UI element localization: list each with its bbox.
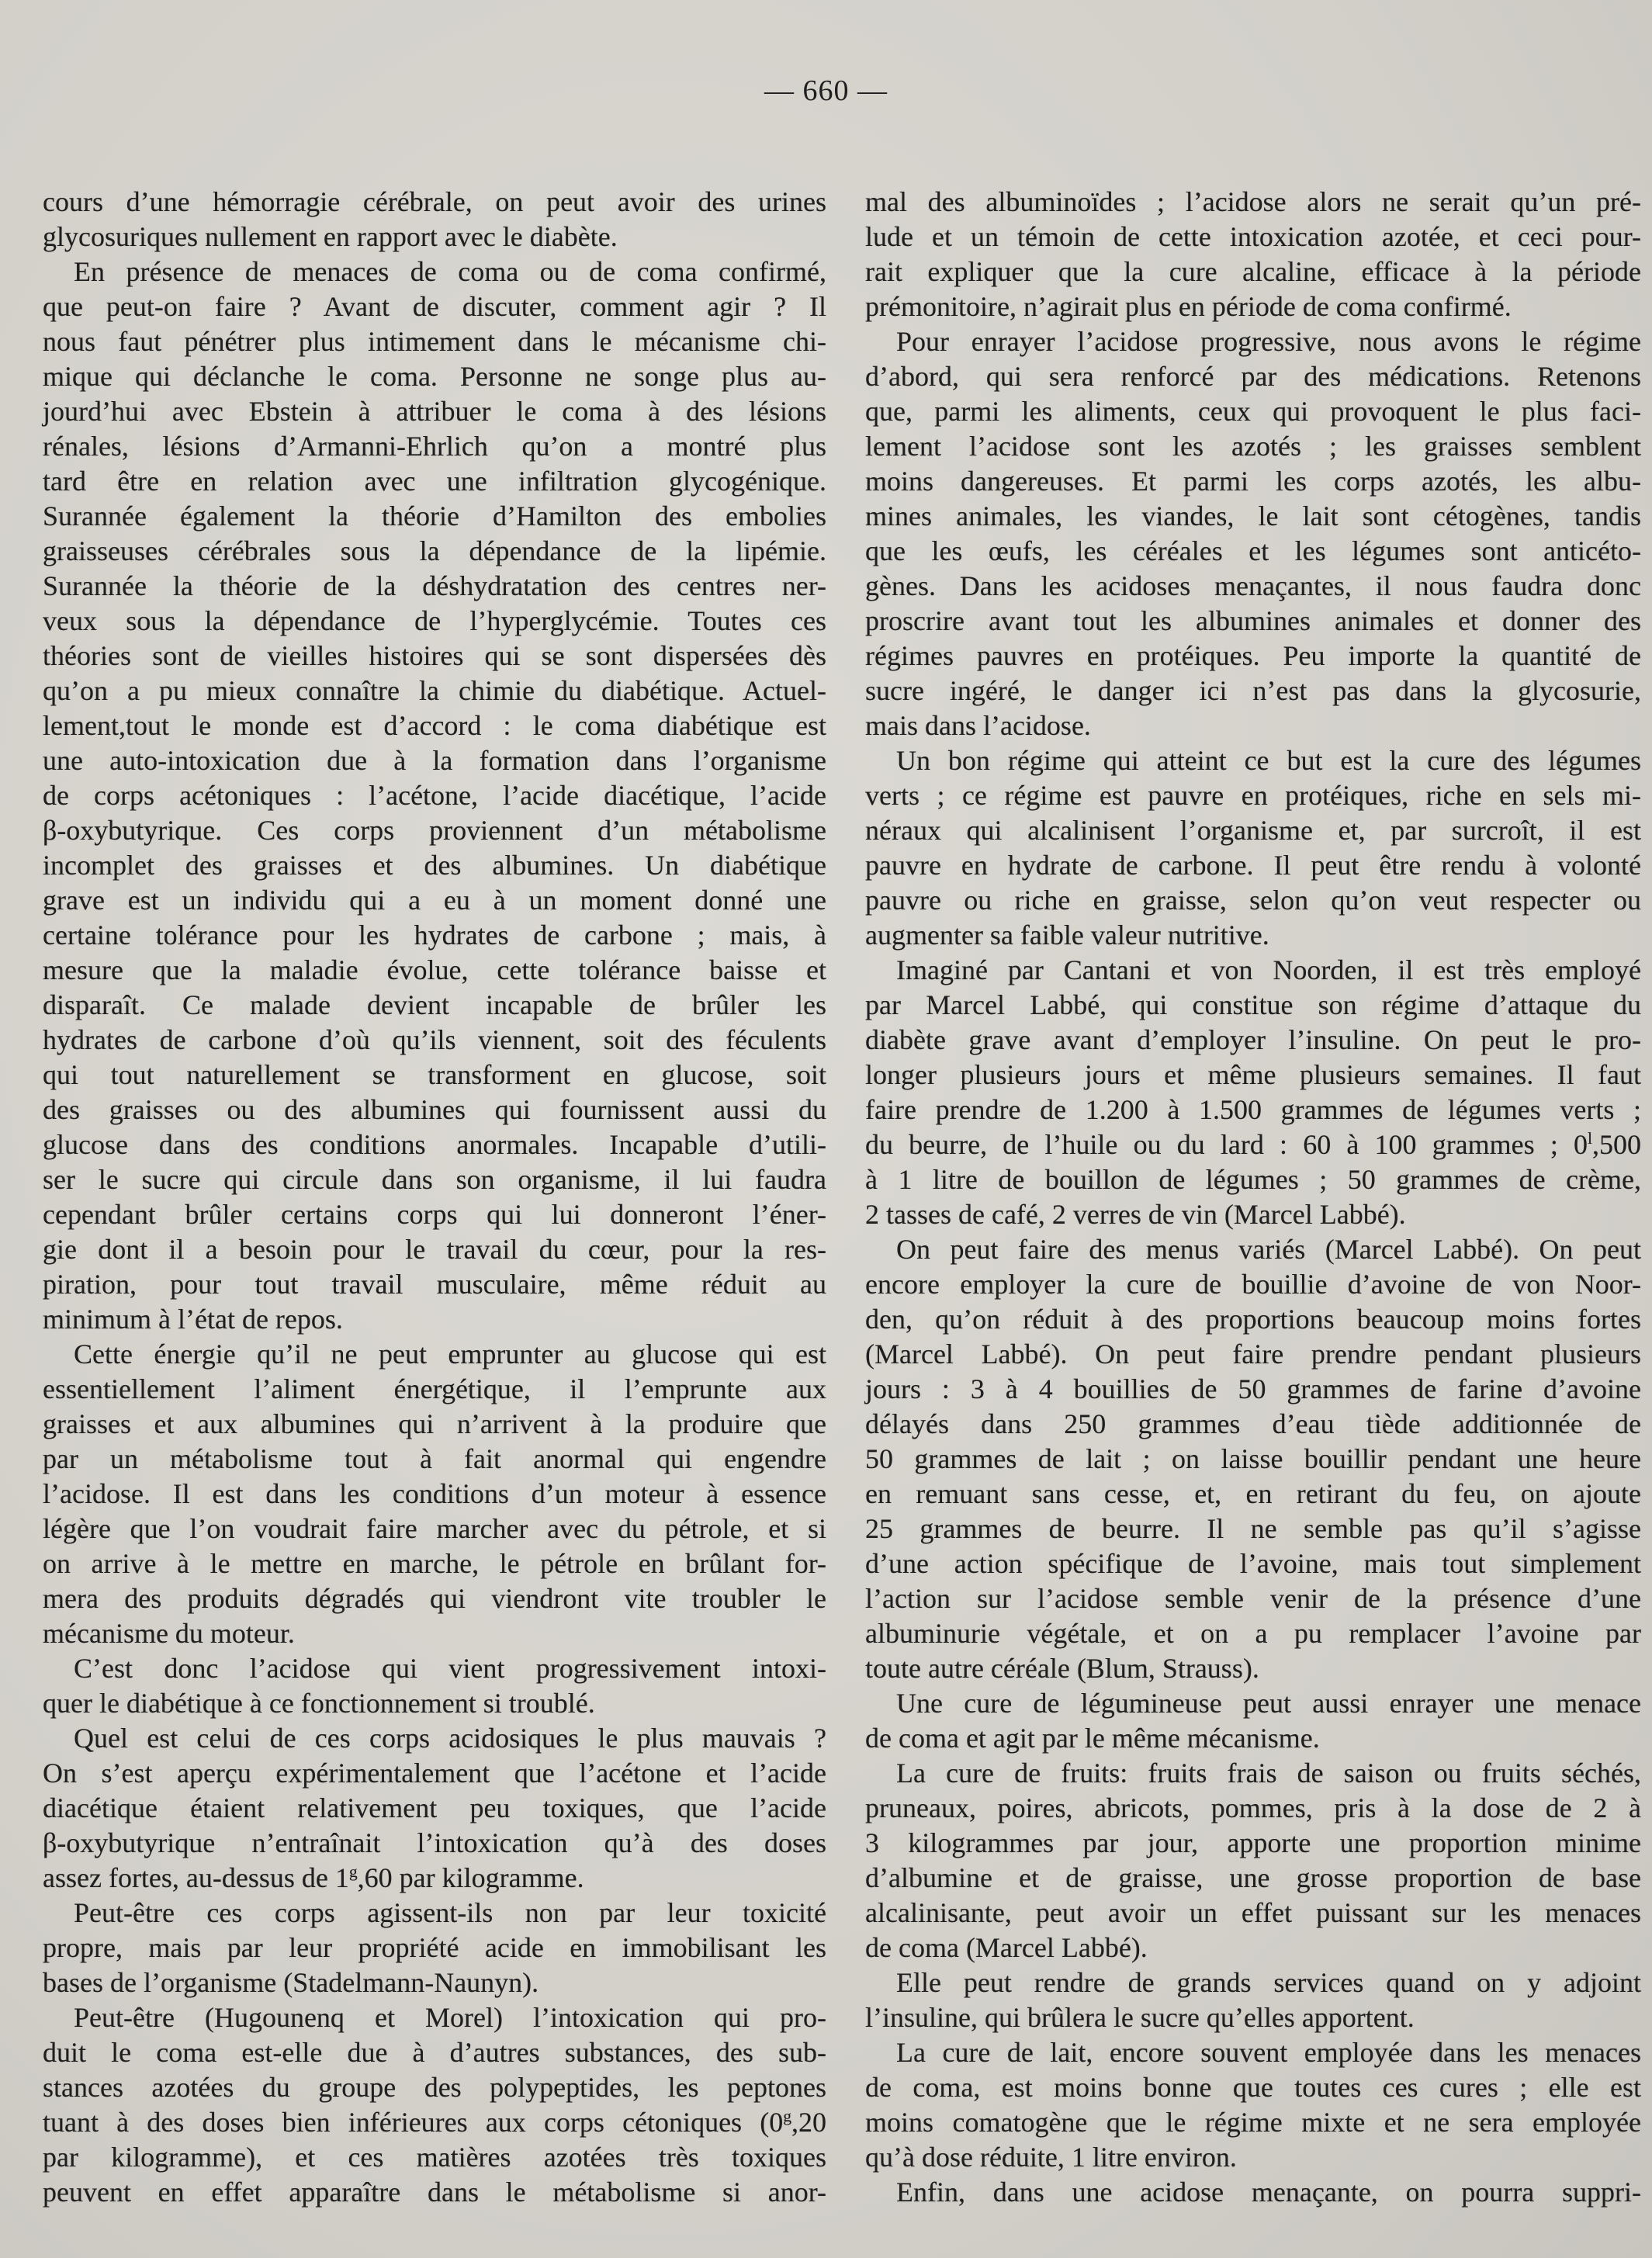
text-line: La cure de lait, encore souvent employée dans les menaces [896,2037,1641,2068]
paragraph [43,1896,826,2000]
text-line: gie dont il a besoin pour le travail du cœur, pour la res- [43,1234,826,1265]
text-line: graisseuses cérébrales sous la dépendance de la lipémie. [43,535,826,566]
text-line: gènes. Dans les acidoses menaçantes, il nous faudra donc [865,570,1641,601]
text-line: alcalinisante, peut avoir un effet puissant sur les menaces [865,1897,1641,1928]
text-line: qui tout naturellement se transforment en glucose, soit [43,1059,826,1090]
paragraph [865,324,1641,743]
text-line: glucose dans des conditions anormales. Incapable d’utili- [43,1129,826,1160]
paragraph [43,1337,826,1651]
superscript-unit: g [783,2107,791,2126]
text-line: l’acidose. Il est dans les conditions d’un moteur à essence [43,1478,826,1509]
text-line: diacétique étaient relativement peu toxiques, que l’acide [43,1792,826,1823]
text-line: disparaît. Ce malade devient incapable de brûler les [43,989,826,1020]
text-line: mal des albuminoïdes ; l’acidose alors ne serait qu’un pré- [865,186,1641,217]
text-line: hydrates de carbone d’où qu’ils viennent, soit des féculents [43,1024,826,1055]
text-line: l’insuline, qui brûlera le sucre qu’elles apportent. [865,2002,1415,2033]
text-line: théories sont de vieilles histoires qui se sont dispersées dès [43,640,826,671]
text-line: augmenter sa faible valeur nutritive. [865,919,1269,951]
text-line: jourd’hui avec Ebstein à attribuer le coma à des lésions [43,396,826,427]
text-line: une auto-intoxication due à la formation dans l’organisme [43,745,826,776]
text-line: Surannée également la théorie d’Hamilton des embolies [43,500,826,532]
text-line: que peut-on faire ? Avant de discuter, comment agir ? Il [43,291,826,322]
text-run: ,60 par kilogramme. [357,1862,584,1893]
paragraph [865,1232,1641,1686]
text-line: par kilogramme), et ces matières azotées très toxiques [43,2142,826,2173]
text-line: C’est donc l’acidose qui vient progressivement intoxi- [74,1653,826,1684]
text-line: Pour enrayer l’acidose progressive, nous avons le régime [896,326,1641,357]
text-line: grave est un individu qui a eu à un moment donné une [43,885,826,916]
text-line: bases de l’organisme (Stadelmann-Naunyn). [43,1967,539,1998]
superscript-unit: g [348,1862,358,1882]
text-line: d’abord, qui sera renforcé par des médications. Retenons [865,361,1641,392]
text-line: néraux qui alcalinisent l’organisme et, par surcroît, il est [865,815,1641,846]
paragraph [43,185,826,255]
text-line: qu’à dose réduite, 1 litre environ. [865,2142,1237,2173]
text-line: Peut-être ces corps agissent-ils non par leur toxicité [74,1897,826,1928]
text-line: lude et un témoin de cette intoxication azotée, et ceci pour- [865,221,1641,252]
text-line: rait expliquer que la cure alcaline, efficace à la période [865,256,1641,287]
text-line: à 1 litre de bouillon de légumes ; 50 grammes de crème, [865,1164,1641,1195]
text-line: par un métabolisme tout à fait anormal qui engendre [43,1443,826,1474]
text-line: rénales, lésions d’Armanni-Ehrlich qu’on a montré plus [43,431,826,462]
text-line: En présence de menaces de coma ou de coma confirmé, [74,256,826,287]
text-line: pruneaux, poires, abricots, pommes, pris à la dose de 2 à [865,1792,1641,1823]
text-run: tuant à des doses bien inférieures aux corps cétoniques (0 [43,2107,784,2138]
text-line: incomplet des graisses et des albumines. Un diabétique [43,850,826,881]
text-line: de coma et agit par le même mécanisme. [865,1723,1320,1754]
text-line: mines animales, les viandes, le lait sont cétogènes, tandis [865,500,1641,532]
text-line: certaine tolérance pour les hydrates de carbone ; mais, à [43,919,826,951]
text-line [43,1861,826,1896]
text-line: graisses et aux albumines qui n’arrivent à la produire que [43,1408,826,1439]
text-line: Surannée la théorie de la déshydratation des centres ner- [43,570,826,601]
paragraph [865,953,1641,1232]
paragraph [43,1651,826,1721]
text-line: 25 grammes de beurre. Il ne semble pas qu’il s’agisse [865,1513,1641,1544]
text-run: assez fortes, au-dessus de 1 [43,1862,349,1893]
text-line: verts ; ce régime est pauvre en protéiques, riche en sels mi- [865,780,1641,811]
text-line: de corps acétoniques : l’acétone, l’acide diacétique, l’acide [43,780,826,811]
text-line: diabète grave avant d’employer l’insuline. On peut le pro- [865,1024,1641,1055]
text-line: glycosuriques nullement en rapport avec le diabète. [43,221,618,252]
paragraph [865,1686,1641,1756]
text-line: cours d’une hémorragie cérébrale, on peut avoir des urines [43,186,826,217]
text-line: on arrive à le mettre en marche, le pétrole en brûlant for- [43,1548,826,1579]
text-line: proscrire avant tout les albumines animales et donner des [865,605,1641,636]
paragraph [43,255,826,1337]
text-line: stances azotées du groupe des polypeptides, les peptones [43,2072,826,2103]
text-line: d’une action spécifique de l’avoine, mais tout simplement [865,1548,1641,1579]
text-line: On peut faire des menus variés (Marcel Labbé). On peut [896,1234,1641,1265]
text-run: ,20 [791,2107,826,2138]
text-line: pauvre en hydrate de carbone. Il peut être rendu à volonté [865,850,1641,881]
text-line: d’albumine et de graisse, une grosse proportion de base [865,1862,1641,1893]
text-line: longer plusieurs jours et même plusieurs semaines. Il faut [865,1059,1641,1090]
text-line: La cure de fruits: fruits frais de saison ou fruits séchés, [896,1758,1641,1789]
text-line: veux sous la dépendance de l’hyperglycémie. Toutes ces [43,605,826,636]
left-column [43,185,826,2210]
paragraph [43,2000,826,2210]
text-line: (Marcel Labbé). On peut faire prendre pendant plusieurs [865,1339,1641,1370]
text-line: lement l’acidose sont les azotés ; les graisses semblent [865,431,1641,462]
paragraph [865,1965,1641,2035]
text-line: toute autre céréale (Blum, Strauss). [865,1653,1259,1684]
text-line: moins comatogène que le régime mixte et ne sera employée [865,2107,1641,2138]
text-line: Quel est celui de ces corps acidosiques le plus mauvais ? [74,1723,826,1754]
text-line: essentiellement l’aliment énergétique, il l’emprunte aux [43,1373,826,1404]
text-line: nous faut pénétrer plus intimement dans le mécanisme chi- [43,326,826,357]
text-line: de coma (Marcel Labbé). [865,1932,1148,1963]
text-line: 2 tasses de café, 2 verres de vin (Marcel Labbé). [865,1199,1406,1230]
text-line: que les œufs, les céréales et les légumes sont anticéto- [865,535,1641,566]
text-line: Cette énergie qu’il ne peut emprunter au glucose qui est [74,1339,826,1370]
paragraph [865,1756,1641,1965]
text-run: du beurre, de l’huile ou du lard : 60 à 100 grammes ; 0 [865,1129,1588,1160]
text-line: albuminurie végétale, et on a pu remplacer l’avoine par [865,1618,1641,1649]
text-line: l’action sur l’acidose semble venir de la présence d’une [865,1583,1641,1614]
text-line: β-oxybutyrique. Ces corps proviennent d’un métabolisme [43,815,826,846]
text-line: On s’est aperçu expérimentalement que l’acétone et l’acide [43,1758,826,1789]
text-line: peuvent en effet apparaître dans le métabolisme si anor- [43,2177,826,2208]
text-line: tard être en relation avec une infiltration glycogénique. [43,466,826,497]
text-line: qu’on a pu mieux connaître la chimie du diabétique. Actuel- [43,675,826,706]
text-line: duit le coma est-elle due à d’autres substances, des sub- [43,2037,826,2068]
text-line: pauvre ou riche en graisse, selon qu’on veut respecter ou [865,885,1641,916]
text-line: jours : 3 à 4 bouillies de 50 grammes de farine d’avoine [865,1373,1641,1404]
text-line: 3 kilogrammes par jour, apporte une proportion minime [865,1827,1641,1858]
text-line: de coma, est moins bonne que toutes ces cures ; elle est [865,2072,1641,2103]
text-line [43,2105,826,2140]
superscript-unit: l [1588,1129,1592,1148]
text-line: 50 grammes de lait ; on laisse bouillir pendant une heure [865,1443,1641,1474]
text-line: des graisses ou des albumines qui fournissent aussi du [43,1094,826,1125]
text-line: Une cure de légumineuse peut aussi enrayer une menace [896,1688,1641,1719]
text-line: délayés dans 250 grammes d’eau tiède additionnée de [865,1408,1641,1439]
text-run: ,500 [1592,1129,1641,1160]
text-line: lement,tout le monde est d’accord : le coma diabétique est [43,710,826,741]
text-line: faire prendre de 1.200 à 1.500 grammes de légumes verts ; [865,1094,1641,1125]
paragraph [865,2035,1641,2175]
text-line: moins dangereuses. Et parmi les corps azotés, les albu- [865,466,1641,497]
text-line: propre, mais par leur propriété acide en immobilisant les [43,1932,826,1963]
text-line: mesure que la maladie évolue, cette tolérance baisse et [43,954,826,985]
text-line: piration, pour tout travail musculaire, même réduit au [43,1269,826,1300]
text-line: Un bon régime qui atteint ce but est la cure des légumes [896,745,1641,776]
text-line [865,1127,1641,1162]
text-line: sucre ingéré, le danger ici n’est pas dans la glycosurie, [865,675,1641,706]
text-line: ser le sucre qui circule dans son organisme, il lui faudra [43,1164,826,1195]
text-line: quer le diabétique à ce fonctionnement si troublé. [43,1688,595,1719]
text-line: régimes pauvres en protéiques. Peu importe la quantité de [865,640,1641,671]
text-line: Elle peut rendre de grands services quand on y adjoint [896,1967,1641,1998]
paragraph [865,2175,1641,2210]
paragraph [865,743,1641,953]
page-number: — 660 — [764,74,888,107]
text-line: en remuant sans cesse, et, en retirant du feu, on ajoute [865,1478,1641,1509]
text-line: mécanisme du moteur. [43,1618,295,1649]
text-line: Imaginé par Cantani et von Noorden, il est très employé [896,954,1641,985]
paragraph [865,185,1641,324]
text-line: mais dans l’acidose. [865,710,1091,741]
text-line: den, qu’on réduit à des proportions beaucoup moins fortes [865,1304,1641,1335]
text-line: que, parmi les aliments, ceux qui provoquent le plus faci- [865,396,1641,427]
text-line: prémonitoire, n’agirait plus en période de coma confirmé. [865,291,1512,322]
text-line: cependant brûler certains corps qui lui donneront l’éner- [43,1199,826,1230]
text-line: β-oxybutyrique n’entraînait l’intoxication qu’à des doses [43,1827,826,1858]
text-line: minimum à l’état de repos. [43,1304,343,1335]
text-line: mique qui déclanche le coma. Personne ne songe plus au- [43,361,826,392]
text-line: Peut-être (Hugounenq et Morel) l’intoxication qui pro- [74,2002,826,2033]
text-line: Enfin, dans une acidose menaçante, on pourra suppri- [896,2177,1641,2208]
text-line: mera des produits dégradés qui viendront vite troubler le [43,1583,826,1614]
text-line: par Marcel Labbé, qui constitue son régime d’attaque du [865,989,1641,1020]
right-column [865,185,1641,2210]
text-line: encore employer la cure de bouillie d’avoine de von Noor- [865,1269,1641,1300]
paragraph [43,1721,826,1896]
text-line: légère que l’on voudrait faire marcher avec du pétrole, et si [43,1513,826,1544]
